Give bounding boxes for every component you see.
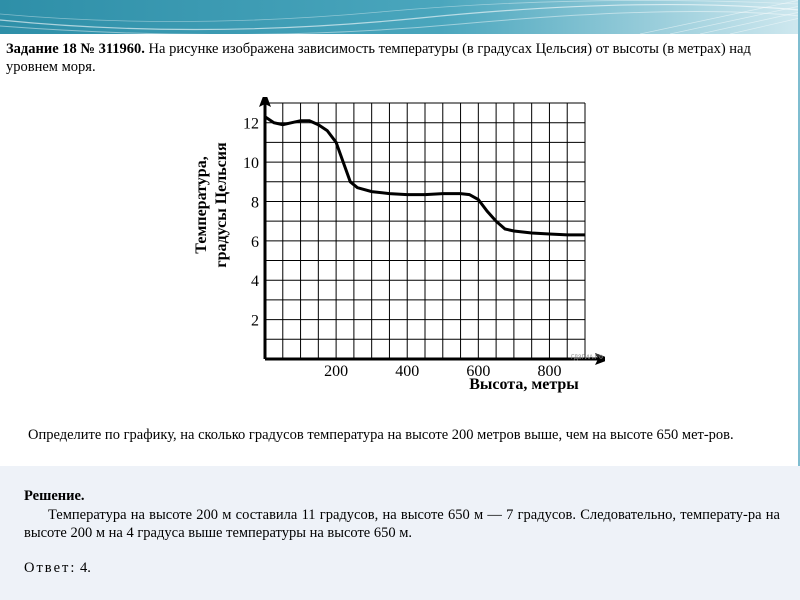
task-title: Задание 18 № 311960. [6,41,145,57]
slide-header-band [0,0,800,34]
y-tick-label: 4 [251,273,259,291]
answer-label: Ответ: [24,560,77,576]
y-axis-label-2: градусы Цельсия [213,142,230,268]
y-tick-label: 8 [251,194,259,212]
y-tick-label: 2 [251,312,259,330]
x-tick-label: 800 [537,363,562,380]
answer-line [24,560,91,577]
y-tick-label: 6 [251,233,259,251]
x-axis-label: Высота, метры [469,376,579,393]
task-statement [6,40,792,76]
y-axis-label-1: Температура, [193,156,210,254]
x-tick-label: 600 [466,363,491,380]
watermark: ГДЗГИА.РФ [571,355,604,361]
task-text: На рисунке изображена зависимость температуры (в градусах Цельсия) от высоты (в метрах) над уровнем моря. [6,41,751,75]
answer-value: 4. [80,560,91,576]
y-tick-label: 12 [243,115,259,133]
chart-axes [259,97,605,365]
x-tick-label: 400 [395,363,420,380]
question-text: Определите по графику, на сколько градусов температура на высоте 200 метров выше, чем на высоте 650 мет-ров. [28,427,734,443]
chart-grid [265,103,585,359]
solution-text: Температура на высоте 200 м составила 11 градусов, на высоте 650 м — 7 градусов. Следовательно, температу-ра на высоте 200 м на 4 градуса выше температуры на высоте 650 м. [24,507,780,541]
y-tick-label: 10 [243,155,259,173]
solution-title: Решение. [24,488,85,504]
temperature-chart [185,97,605,397]
x-tick-label: 200 [324,363,349,380]
